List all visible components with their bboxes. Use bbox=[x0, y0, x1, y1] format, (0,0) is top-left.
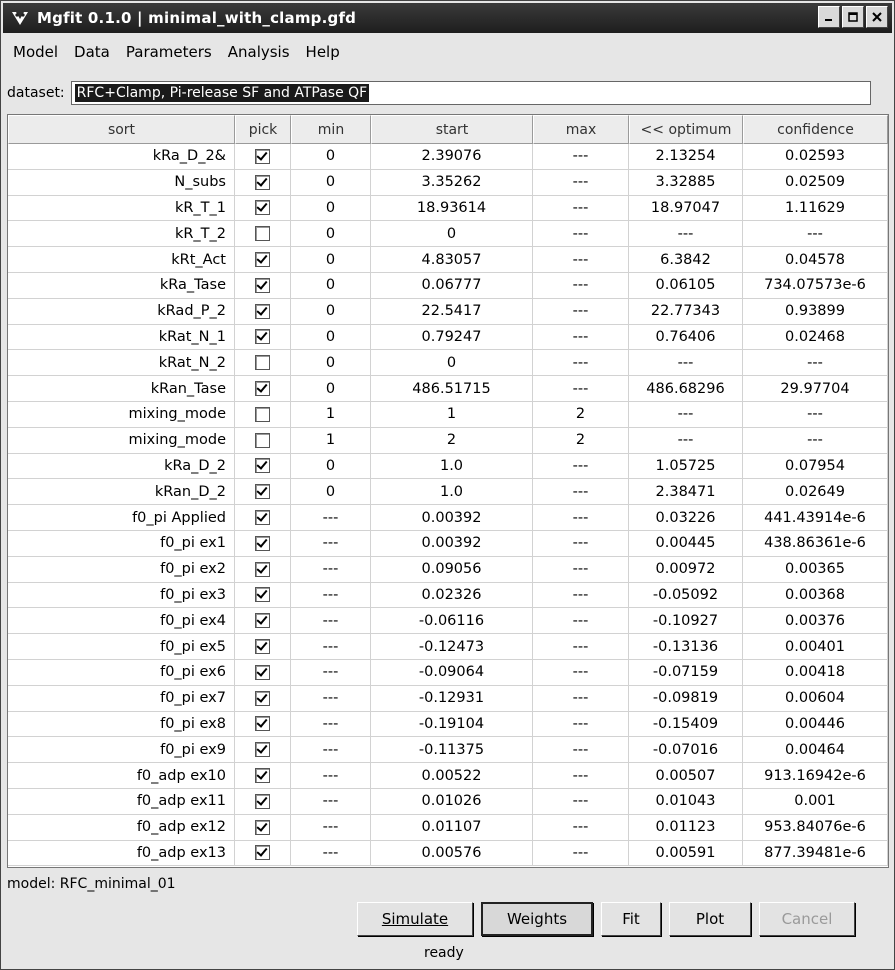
table-row[interactable] bbox=[8, 196, 888, 222]
cell-max[interactable]: --- bbox=[533, 686, 629, 712]
cell-pick bbox=[235, 247, 291, 273]
table-row[interactable] bbox=[8, 789, 888, 815]
maximize-icon bbox=[848, 12, 858, 22]
fit-button[interactable]: Fit bbox=[601, 902, 661, 936]
cell-optimum: 0.01043 bbox=[629, 789, 743, 815]
cell-max[interactable]: --- bbox=[533, 815, 629, 841]
cell-min[interactable]: 0 bbox=[291, 273, 371, 299]
cell-sort: kRa_D_2& bbox=[8, 144, 235, 170]
cell-max[interactable]: --- bbox=[533, 557, 629, 583]
cell-min[interactable]: 0 bbox=[291, 170, 371, 196]
cell-min[interactable]: --- bbox=[291, 557, 371, 583]
cell-optimum: --- bbox=[629, 402, 743, 428]
cell-max[interactable]: --- bbox=[533, 505, 629, 531]
cell-pick bbox=[235, 221, 291, 247]
cell-pick bbox=[235, 170, 291, 196]
pick-checkbox[interactable] bbox=[255, 407, 270, 422]
table-row[interactable] bbox=[8, 737, 888, 763]
pick-checkbox[interactable] bbox=[255, 562, 270, 577]
cell-sort: f0_pi ex6 bbox=[8, 660, 235, 686]
cell-pick bbox=[235, 325, 291, 351]
cell-max[interactable]: 2 bbox=[533, 402, 629, 428]
cell-sort: N_subs bbox=[8, 170, 235, 196]
cell-start[interactable]: 1.0 bbox=[371, 454, 533, 480]
parameter-table bbox=[7, 114, 889, 868]
cell-start[interactable]: 18.93614 bbox=[371, 196, 533, 222]
pick-checkbox[interactable] bbox=[255, 794, 270, 809]
pick-checkbox[interactable] bbox=[255, 536, 270, 551]
table-row[interactable] bbox=[8, 815, 888, 841]
cell-max[interactable]: --- bbox=[533, 454, 629, 480]
cell-confidence: --- bbox=[743, 428, 888, 454]
table-row[interactable] bbox=[8, 454, 888, 480]
table-row[interactable] bbox=[8, 763, 888, 789]
cell-max[interactable]: --- bbox=[533, 350, 629, 376]
table-row[interactable] bbox=[8, 273, 888, 299]
table-row[interactable] bbox=[8, 376, 888, 402]
cell-optimum: --- bbox=[629, 221, 743, 247]
cell-max[interactable]: --- bbox=[533, 634, 629, 660]
cell-start[interactable]: 0.00392 bbox=[371, 505, 533, 531]
cell-max[interactable]: --- bbox=[533, 763, 629, 789]
cell-sort: kRat_N_2 bbox=[8, 350, 235, 376]
pick-checkbox[interactable] bbox=[255, 691, 270, 706]
app-logo-icon bbox=[9, 7, 31, 29]
menu-model[interactable]: Model bbox=[13, 43, 59, 61]
cell-start[interactable]: -0.12473 bbox=[371, 634, 533, 660]
menu-data[interactable]: Data bbox=[74, 43, 110, 61]
table-row[interactable] bbox=[8, 608, 888, 634]
cell-min[interactable]: 0 bbox=[291, 454, 371, 480]
cell-max[interactable]: --- bbox=[533, 583, 629, 609]
close-button[interactable] bbox=[866, 6, 888, 28]
cell-start[interactable]: -0.11375 bbox=[371, 737, 533, 763]
cell-start[interactable]: 0 bbox=[371, 221, 533, 247]
cell-sort: kRa_Tase bbox=[8, 273, 235, 299]
column-header-sort[interactable]: sort bbox=[8, 115, 235, 144]
cell-optimum: 3.32885 bbox=[629, 170, 743, 196]
dataset-label: dataset: bbox=[7, 85, 65, 101]
cell-pick bbox=[235, 841, 291, 867]
cell-confidence: 0.00446 bbox=[743, 712, 888, 738]
cell-optimum: 0.03226 bbox=[629, 505, 743, 531]
cell-confidence: 29.97704 bbox=[743, 376, 888, 402]
cell-pick bbox=[235, 479, 291, 505]
cell-start[interactable]: 0.00576 bbox=[371, 841, 533, 867]
dataset-input[interactable] bbox=[71, 81, 871, 105]
cell-optimum: 0.00445 bbox=[629, 531, 743, 557]
pick-checkbox[interactable] bbox=[255, 639, 270, 654]
table-row[interactable] bbox=[8, 350, 888, 376]
cell-start[interactable]: 0.00392 bbox=[371, 531, 533, 557]
cell-min[interactable]: 0 bbox=[291, 325, 371, 351]
table-row[interactable] bbox=[8, 299, 888, 325]
cell-start[interactable]: 22.5417 bbox=[371, 299, 533, 325]
column-header-confidence[interactable]: confidence bbox=[743, 115, 888, 144]
table-row[interactable] bbox=[8, 402, 888, 428]
cell-confidence: 0.02468 bbox=[743, 325, 888, 351]
cell-sort: f0_pi ex7 bbox=[8, 686, 235, 712]
cell-confidence: 734.07573e-6 bbox=[743, 273, 888, 299]
cell-pick bbox=[235, 273, 291, 299]
table-row[interactable] bbox=[8, 325, 888, 351]
cell-sort: f0_pi ex1 bbox=[8, 531, 235, 557]
cell-min[interactable]: --- bbox=[291, 505, 371, 531]
pick-checkbox[interactable] bbox=[255, 768, 270, 783]
pick-checkbox[interactable] bbox=[255, 252, 270, 267]
cell-min[interactable]: --- bbox=[291, 660, 371, 686]
cell-confidence: 0.93899 bbox=[743, 299, 888, 325]
cell-max[interactable]: --- bbox=[533, 273, 629, 299]
cell-optimum: 486.68296 bbox=[629, 376, 743, 402]
cell-max[interactable]: --- bbox=[533, 247, 629, 273]
cell-sort: f0_pi ex5 bbox=[8, 634, 235, 660]
pick-checkbox[interactable] bbox=[255, 510, 270, 525]
cell-optimum: 0.76406 bbox=[629, 325, 743, 351]
cell-max[interactable]: --- bbox=[533, 737, 629, 763]
cell-start[interactable]: 4.83057 bbox=[371, 247, 533, 273]
cell-sort: kRt_Act bbox=[8, 247, 235, 273]
pick-checkbox[interactable] bbox=[255, 355, 270, 370]
maximize-button[interactable] bbox=[842, 6, 864, 28]
cell-sort: kRad_P_2 bbox=[8, 299, 235, 325]
cell-start[interactable]: -0.12931 bbox=[371, 686, 533, 712]
cell-sort: kR_T_2 bbox=[8, 221, 235, 247]
cell-confidence: 0.001 bbox=[743, 789, 888, 815]
cell-sort: f0_pi ex8 bbox=[8, 712, 235, 738]
pick-checkbox[interactable] bbox=[255, 278, 270, 293]
model-status: model: RFC_minimal_01 bbox=[7, 876, 176, 892]
cell-min[interactable]: --- bbox=[291, 634, 371, 660]
cell-pick bbox=[235, 402, 291, 428]
cell-optimum: 6.3842 bbox=[629, 247, 743, 273]
table-row[interactable] bbox=[8, 247, 888, 273]
column-header-min[interactable]: min bbox=[291, 115, 371, 144]
cell-confidence: 0.00401 bbox=[743, 634, 888, 660]
cell-min[interactable]: 0 bbox=[291, 299, 371, 325]
cell-sort: f0_adp ex10 bbox=[8, 763, 235, 789]
cell-optimum: 1.05725 bbox=[629, 454, 743, 480]
table-row[interactable] bbox=[8, 686, 888, 712]
cell-optimum: 0.00591 bbox=[629, 841, 743, 867]
cell-start[interactable]: 2 bbox=[371, 428, 533, 454]
pick-checkbox[interactable] bbox=[255, 175, 270, 190]
menu-help[interactable]: Help bbox=[305, 43, 340, 61]
cell-start[interactable]: 0.01107 bbox=[371, 815, 533, 841]
status-text: ready bbox=[424, 945, 464, 961]
cell-sort: mixing_mode bbox=[8, 428, 235, 454]
cell-max[interactable]: --- bbox=[533, 712, 629, 738]
cell-max[interactable]: --- bbox=[533, 325, 629, 351]
cell-sort: f0_pi ex2 bbox=[8, 557, 235, 583]
cell-start[interactable]: -0.09064 bbox=[371, 660, 533, 686]
cell-optimum: 18.97047 bbox=[629, 196, 743, 222]
cell-max[interactable]: --- bbox=[533, 196, 629, 222]
cell-min[interactable]: --- bbox=[291, 841, 371, 867]
pick-checkbox[interactable] bbox=[255, 381, 270, 396]
cell-max[interactable]: --- bbox=[533, 660, 629, 686]
cell-min[interactable]: 0 bbox=[291, 221, 371, 247]
cell-optimum: 0.00507 bbox=[629, 763, 743, 789]
cell-sort: f0_adp ex13 bbox=[8, 841, 235, 867]
cell-sort: f0_adp ex12 bbox=[8, 815, 235, 841]
cell-optimum: -0.05092 bbox=[629, 583, 743, 609]
dataset-row bbox=[7, 79, 871, 107]
cell-confidence: 913.16942e-6 bbox=[743, 763, 888, 789]
table-row[interactable] bbox=[8, 479, 888, 505]
table-row[interactable] bbox=[8, 505, 888, 531]
cell-pick bbox=[235, 763, 291, 789]
cell-pick bbox=[235, 712, 291, 738]
action-buttons bbox=[357, 902, 855, 936]
cell-min[interactable]: --- bbox=[291, 608, 371, 634]
cell-confidence: 0.00604 bbox=[743, 686, 888, 712]
cell-start[interactable]: 1 bbox=[371, 402, 533, 428]
table-row[interactable] bbox=[8, 144, 888, 170]
cell-max[interactable]: --- bbox=[533, 531, 629, 557]
pick-checkbox[interactable] bbox=[255, 716, 270, 731]
cell-sort: kRa_D_2 bbox=[8, 454, 235, 480]
cell-sort: mixing_mode bbox=[8, 402, 235, 428]
cell-start[interactable]: 0.09056 bbox=[371, 557, 533, 583]
cell-confidence: 441.43914e-6 bbox=[743, 505, 888, 531]
pick-checkbox[interactable] bbox=[255, 613, 270, 628]
cell-max[interactable]: --- bbox=[533, 789, 629, 815]
plot-button[interactable]: Plot bbox=[669, 902, 751, 936]
cell-sort: f0_pi ex9 bbox=[8, 737, 235, 763]
window-title: Mgfit 0.1.0 | minimal_with_clamp.gfd bbox=[37, 9, 357, 27]
pick-checkbox[interactable] bbox=[255, 149, 270, 164]
table-row[interactable] bbox=[8, 841, 888, 867]
pick-checkbox[interactable] bbox=[255, 742, 270, 757]
cell-sort: kRan_D_2 bbox=[8, 479, 235, 505]
cell-confidence: 0.00376 bbox=[743, 608, 888, 634]
cell-min[interactable]: --- bbox=[291, 583, 371, 609]
cell-sort: f0_adp ex11 bbox=[8, 789, 235, 815]
cell-sort: f0_pi ex4 bbox=[8, 608, 235, 634]
menu-analysis[interactable]: Analysis bbox=[227, 43, 290, 61]
cell-min[interactable]: 0 bbox=[291, 144, 371, 170]
pick-checkbox[interactable] bbox=[255, 433, 270, 448]
cell-max[interactable]: --- bbox=[533, 376, 629, 402]
pick-checkbox[interactable] bbox=[255, 845, 270, 860]
cell-min[interactable]: --- bbox=[291, 712, 371, 738]
pick-checkbox[interactable] bbox=[255, 665, 270, 680]
cell-min[interactable]: --- bbox=[291, 789, 371, 815]
cell-pick bbox=[235, 583, 291, 609]
cell-min[interactable]: 1 bbox=[291, 428, 371, 454]
cell-confidence: --- bbox=[743, 221, 888, 247]
cell-pick bbox=[235, 299, 291, 325]
cell-pick bbox=[235, 815, 291, 841]
table-row[interactable] bbox=[8, 712, 888, 738]
cell-confidence: --- bbox=[743, 350, 888, 376]
cell-min[interactable]: --- bbox=[291, 531, 371, 557]
cell-optimum: 2.13254 bbox=[629, 144, 743, 170]
cell-optimum: --- bbox=[629, 350, 743, 376]
pick-checkbox[interactable] bbox=[255, 587, 270, 602]
simulate-button[interactable]: Simulate bbox=[357, 902, 473, 936]
cell-pick bbox=[235, 454, 291, 480]
cell-confidence: 0.00368 bbox=[743, 583, 888, 609]
close-icon bbox=[872, 12, 882, 22]
cell-max[interactable]: --- bbox=[533, 144, 629, 170]
cell-start[interactable]: 0 bbox=[371, 350, 533, 376]
cell-min[interactable]: 0 bbox=[291, 350, 371, 376]
cell-max[interactable]: --- bbox=[533, 841, 629, 867]
cell-pick bbox=[235, 608, 291, 634]
table-row[interactable] bbox=[8, 221, 888, 247]
cell-min[interactable]: 0 bbox=[291, 479, 371, 505]
table-row[interactable] bbox=[8, 660, 888, 686]
cell-min[interactable]: 0 bbox=[291, 247, 371, 273]
cell-start[interactable]: 1.0 bbox=[371, 479, 533, 505]
weights-button[interactable]: Weights bbox=[481, 902, 593, 936]
cell-start[interactable]: 0.79247 bbox=[371, 325, 533, 351]
cell-optimum: -0.09819 bbox=[629, 686, 743, 712]
table-row[interactable] bbox=[8, 557, 888, 583]
minimize-button[interactable] bbox=[818, 6, 840, 28]
cell-optimum: -0.07016 bbox=[629, 737, 743, 763]
cell-pick bbox=[235, 737, 291, 763]
cell-pick bbox=[235, 789, 291, 815]
cell-max[interactable]: 2 bbox=[533, 428, 629, 454]
cell-confidence: 0.02509 bbox=[743, 170, 888, 196]
cell-confidence: 1.11629 bbox=[743, 196, 888, 222]
menu-bar bbox=[3, 37, 346, 67]
cell-sort: f0_pi ex3 bbox=[8, 583, 235, 609]
table-row[interactable] bbox=[8, 583, 888, 609]
cell-min[interactable]: --- bbox=[291, 815, 371, 841]
table-row[interactable] bbox=[8, 531, 888, 557]
table-row[interactable] bbox=[8, 634, 888, 660]
cell-optimum: 2.38471 bbox=[629, 479, 743, 505]
table-header bbox=[8, 115, 888, 144]
cell-optimum: -0.15409 bbox=[629, 712, 743, 738]
cell-min[interactable]: 0 bbox=[291, 376, 371, 402]
cell-pick bbox=[235, 196, 291, 222]
cell-min[interactable]: --- bbox=[291, 763, 371, 789]
table-row[interactable] bbox=[8, 428, 888, 454]
cell-sort: f0_pi Applied bbox=[8, 505, 235, 531]
cell-pick bbox=[235, 531, 291, 557]
cell-pick bbox=[235, 505, 291, 531]
cell-pick bbox=[235, 634, 291, 660]
cell-start[interactable]: 0.06777 bbox=[371, 273, 533, 299]
cell-start[interactable]: 3.35262 bbox=[371, 170, 533, 196]
cell-optimum: --- bbox=[629, 428, 743, 454]
cell-confidence: 0.00365 bbox=[743, 557, 888, 583]
cell-max[interactable]: --- bbox=[533, 170, 629, 196]
pick-checkbox[interactable] bbox=[255, 226, 270, 241]
cell-sort: kRan_Tase bbox=[8, 376, 235, 402]
cell-optimum: -0.13136 bbox=[629, 634, 743, 660]
cell-pick bbox=[235, 376, 291, 402]
cell-start[interactable]: 486.51715 bbox=[371, 376, 533, 402]
cell-confidence: --- bbox=[743, 402, 888, 428]
cell-min[interactable]: 0 bbox=[291, 196, 371, 222]
cell-max[interactable]: --- bbox=[533, 608, 629, 634]
cell-start[interactable]: -0.19104 bbox=[371, 712, 533, 738]
cell-start[interactable]: 2.39076 bbox=[371, 144, 533, 170]
cell-sort: kR_T_1 bbox=[8, 196, 235, 222]
cell-confidence: 438.86361e-6 bbox=[743, 531, 888, 557]
pick-checkbox[interactable] bbox=[255, 458, 270, 473]
cell-confidence: 0.04578 bbox=[743, 247, 888, 273]
cell-confidence: 0.00418 bbox=[743, 660, 888, 686]
cell-pick bbox=[235, 144, 291, 170]
cell-optimum: 0.06105 bbox=[629, 273, 743, 299]
column-header-max[interactable]: max bbox=[533, 115, 629, 144]
column-header-optimum[interactable]: << optimum bbox=[629, 115, 743, 144]
cell-optimum: 22.77343 bbox=[629, 299, 743, 325]
cell-start[interactable]: 0.02326 bbox=[371, 583, 533, 609]
cell-pick bbox=[235, 686, 291, 712]
cell-optimum: 0.00972 bbox=[629, 557, 743, 583]
cell-optimum: -0.07159 bbox=[629, 660, 743, 686]
cell-start[interactable]: -0.06116 bbox=[371, 608, 533, 634]
column-header-pick[interactable]: pick bbox=[235, 115, 291, 144]
dataset-value: RFC+Clamp, Pi-release SF and ATPase QF bbox=[76, 85, 368, 101]
table-row[interactable] bbox=[8, 170, 888, 196]
table-body bbox=[8, 144, 888, 866]
cell-min[interactable]: 1 bbox=[291, 402, 371, 428]
cell-min[interactable]: --- bbox=[291, 737, 371, 763]
cell-confidence: 877.39481e-6 bbox=[743, 841, 888, 867]
cell-confidence: 0.02593 bbox=[743, 144, 888, 170]
cell-sort: kRat_N_1 bbox=[8, 325, 235, 351]
cell-confidence: 0.00464 bbox=[743, 737, 888, 763]
column-header-start[interactable]: start bbox=[371, 115, 533, 144]
cell-start[interactable]: 0.01026 bbox=[371, 789, 533, 815]
cell-max[interactable]: --- bbox=[533, 221, 629, 247]
menu-parameters[interactable]: Parameters bbox=[125, 43, 212, 61]
cell-max[interactable]: --- bbox=[533, 479, 629, 505]
cell-pick bbox=[235, 557, 291, 583]
cell-optimum: 0.01123 bbox=[629, 815, 743, 841]
minimize-icon bbox=[824, 12, 834, 22]
cell-confidence: 953.84076e-6 bbox=[743, 815, 888, 841]
title-bar[interactable] bbox=[3, 3, 892, 33]
pick-checkbox[interactable] bbox=[255, 484, 270, 499]
cell-max[interactable]: --- bbox=[533, 299, 629, 325]
cell-min[interactable]: --- bbox=[291, 686, 371, 712]
cell-optimum: -0.10927 bbox=[629, 608, 743, 634]
cell-pick bbox=[235, 428, 291, 454]
cell-pick bbox=[235, 350, 291, 376]
cell-confidence: 0.07954 bbox=[743, 454, 888, 480]
pick-checkbox[interactable] bbox=[255, 820, 270, 835]
cell-start[interactable]: 0.00522 bbox=[371, 763, 533, 789]
pick-checkbox[interactable] bbox=[255, 329, 270, 344]
pick-checkbox[interactable] bbox=[255, 304, 270, 319]
cell-confidence: 0.02649 bbox=[743, 479, 888, 505]
cancel-button[interactable]: Cancel bbox=[759, 902, 855, 936]
cell-pick bbox=[235, 660, 291, 686]
pick-checkbox[interactable] bbox=[255, 200, 270, 215]
